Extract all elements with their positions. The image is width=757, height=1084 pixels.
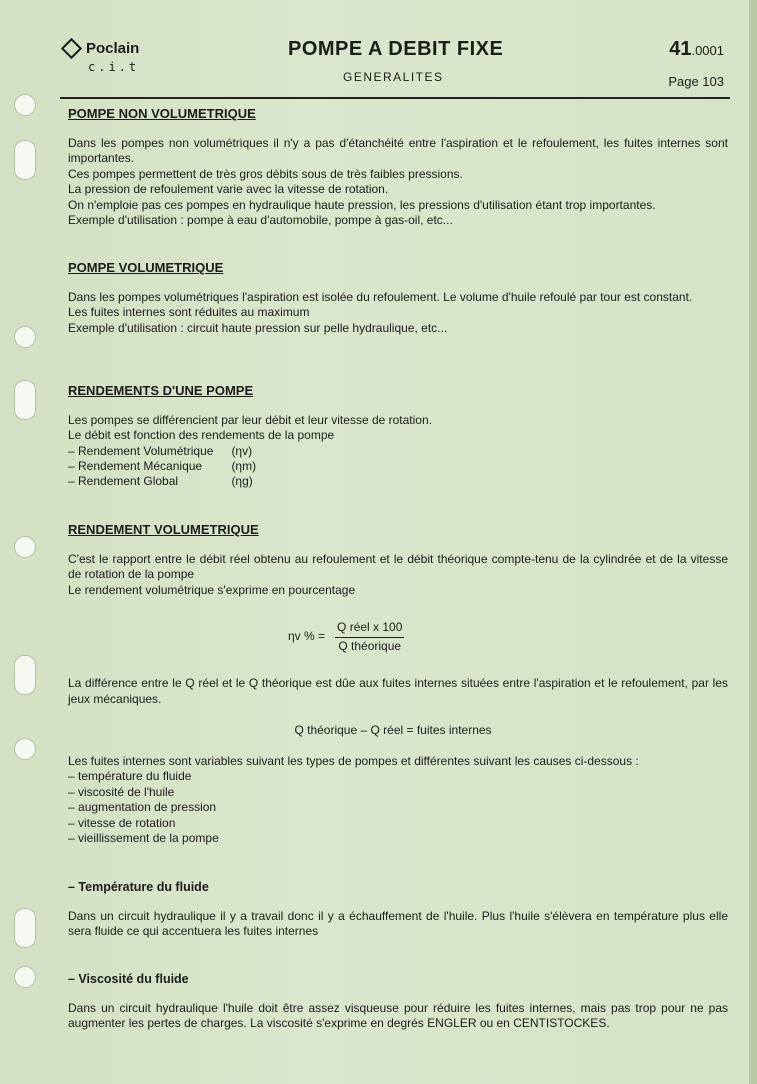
list-item bbox=[68, 444, 256, 459]
list-item bbox=[68, 474, 256, 489]
rendement-symbol: (ηg) bbox=[231, 473, 253, 488]
section-subheading: – Température du fluide bbox=[68, 880, 209, 894]
header-rule bbox=[60, 97, 730, 99]
paragraph: Ces pompes permettent de très gros débits sous de très faibles pressions. bbox=[68, 166, 463, 181]
causes-list bbox=[68, 769, 728, 847]
page-number: Page 103 bbox=[668, 74, 724, 89]
paragraph: Exemple d'utilisation : pompe à eau d'automobile, pompe à gas-oil, etc... bbox=[68, 213, 453, 227]
diamond-icon bbox=[61, 38, 82, 59]
binder-hole bbox=[14, 380, 36, 420]
section-heading: RENDEMENT VOLUMETRIQUE bbox=[68, 522, 259, 537]
paragraph: Dans les pompes volumétriques l'aspiration est isolée du refoulement. Le volume d'huile refoulé par tour est constant. bbox=[68, 289, 693, 304]
paragraph: Exemple d'utilisation : circuit haute pression sur pelle hydraulique, etc... bbox=[68, 320, 448, 335]
paragraph: Dans un circuit hydraulique l'huile doit être assez visqueuse pour réduire les fuites internes, mais pas trop pour ne pas augmenter les pertes de charges. La viscosité s'exprime en degrés ENGLER ou en CENTISTOCKES. bbox=[68, 1000, 728, 1030]
brand-subtitle: c.i.t bbox=[88, 60, 140, 74]
binder-hole bbox=[14, 536, 36, 558]
rendement-label: – Rendement Global bbox=[68, 473, 179, 488]
document-number-main: 41 bbox=[669, 38, 692, 60]
equation: Q théorique – Q réel = fuites internes bbox=[294, 723, 492, 737]
paragraph: La pression de refoulement varie avec la vitesse de rotation. bbox=[68, 182, 389, 196]
formula-fraction bbox=[335, 620, 404, 654]
list-item: – vitesse de rotation bbox=[68, 816, 728, 832]
binder-hole bbox=[14, 326, 36, 348]
page-subtitle: GENERALITES bbox=[343, 70, 444, 84]
section-volumetrique bbox=[68, 260, 728, 336]
section-heading: RENDEMENTS D'UNE POMPE bbox=[68, 383, 254, 398]
binder-hole bbox=[14, 655, 36, 695]
rendement-label: – Rendement Volumétrique bbox=[68, 443, 214, 458]
section-rendements bbox=[68, 383, 728, 489]
binder-hole bbox=[14, 908, 36, 948]
formula-denominator: Q théorique bbox=[338, 638, 402, 653]
paragraph: Dans les pompes non volumétriques il n'y a pas d'étanchéité entre l'aspiration et le refoulement, les fuites internes sont importantes. bbox=[68, 135, 728, 165]
brand-logo bbox=[64, 40, 139, 57]
binder-hole bbox=[14, 738, 36, 760]
list-item bbox=[68, 459, 256, 474]
binder-hole bbox=[14, 966, 36, 988]
page-edge bbox=[749, 0, 757, 1084]
page-title: POMPE A DEBIT FIXE bbox=[288, 38, 504, 60]
section-viscosite bbox=[68, 972, 728, 1032]
list-item: – vieillissement de la pompe bbox=[68, 831, 728, 847]
formula bbox=[288, 620, 404, 654]
rendement-label: – Rendement Mécanique bbox=[68, 458, 203, 473]
section-non-volumetrique bbox=[68, 106, 728, 229]
document-number bbox=[669, 38, 724, 61]
formula-lhs: ηv % = bbox=[288, 629, 326, 644]
paragraph: Les fuites internes sont variables suivant les types de pompes et différentes suivant les causes ci-dessous : bbox=[68, 753, 639, 768]
paragraph: C'est le rapport entre le débit réel obtenu au refoulement et le débit théorique compte-tenu de la cylindrée et de la vitesse de rotation de la pompe bbox=[68, 551, 728, 581]
paragraph: Les fuites internes sont réduites au maximum bbox=[68, 305, 310, 319]
section-heading: POMPE VOLUMETRIQUE bbox=[68, 260, 224, 275]
section-subheading: – Viscosité du fluide bbox=[68, 972, 189, 986]
formula-numerator: Q réel x 100 bbox=[335, 620, 404, 638]
rendements-list bbox=[68, 444, 256, 489]
paragraph: Dans un circuit hydraulique il y a travail donc il y a échauffement de l'huile. Plus l'huile s'élèvera en température plus elle sera fluide ce qui accentuera les fuites internes bbox=[68, 908, 728, 938]
paragraph: Les pompes se différencient par leur débit et leur vitesse de rotation. bbox=[68, 412, 432, 427]
paragraph: On n'emploie pas ces pompes en hydraulique haute pression, les pressions d'utilisation étant trop importantes. bbox=[68, 197, 656, 212]
section-heading: POMPE NON VOLUMETRIQUE bbox=[68, 106, 256, 121]
document-number-suffix: .0001 bbox=[691, 43, 724, 58]
paragraph: La différence entre le Q réel et le Q théorique est dûe aux fuites internes situées entre l'aspiration et le refoulement, par les jeux mécaniques. bbox=[68, 676, 728, 706]
section-temperature bbox=[68, 880, 728, 940]
page-header bbox=[60, 36, 730, 102]
binder-hole bbox=[14, 94, 36, 116]
list-item: – viscosité de l'huile bbox=[68, 785, 728, 801]
paragraph: Le débit est fonction des rendements de la pompe bbox=[68, 428, 335, 442]
binder-hole bbox=[14, 140, 36, 180]
section-fuites bbox=[68, 676, 728, 847]
list-item: – température du fluide bbox=[68, 769, 728, 785]
rendement-symbol: (ηm) bbox=[231, 458, 257, 473]
paragraph: Le rendement volumétrique s'exprime en pourcentage bbox=[68, 582, 356, 597]
section-rendement-volumetrique bbox=[68, 522, 728, 598]
list-item: – augmentation de pression bbox=[68, 800, 728, 816]
rendement-symbol: (ηv) bbox=[231, 443, 253, 458]
brand-name: Poclain bbox=[86, 40, 140, 57]
